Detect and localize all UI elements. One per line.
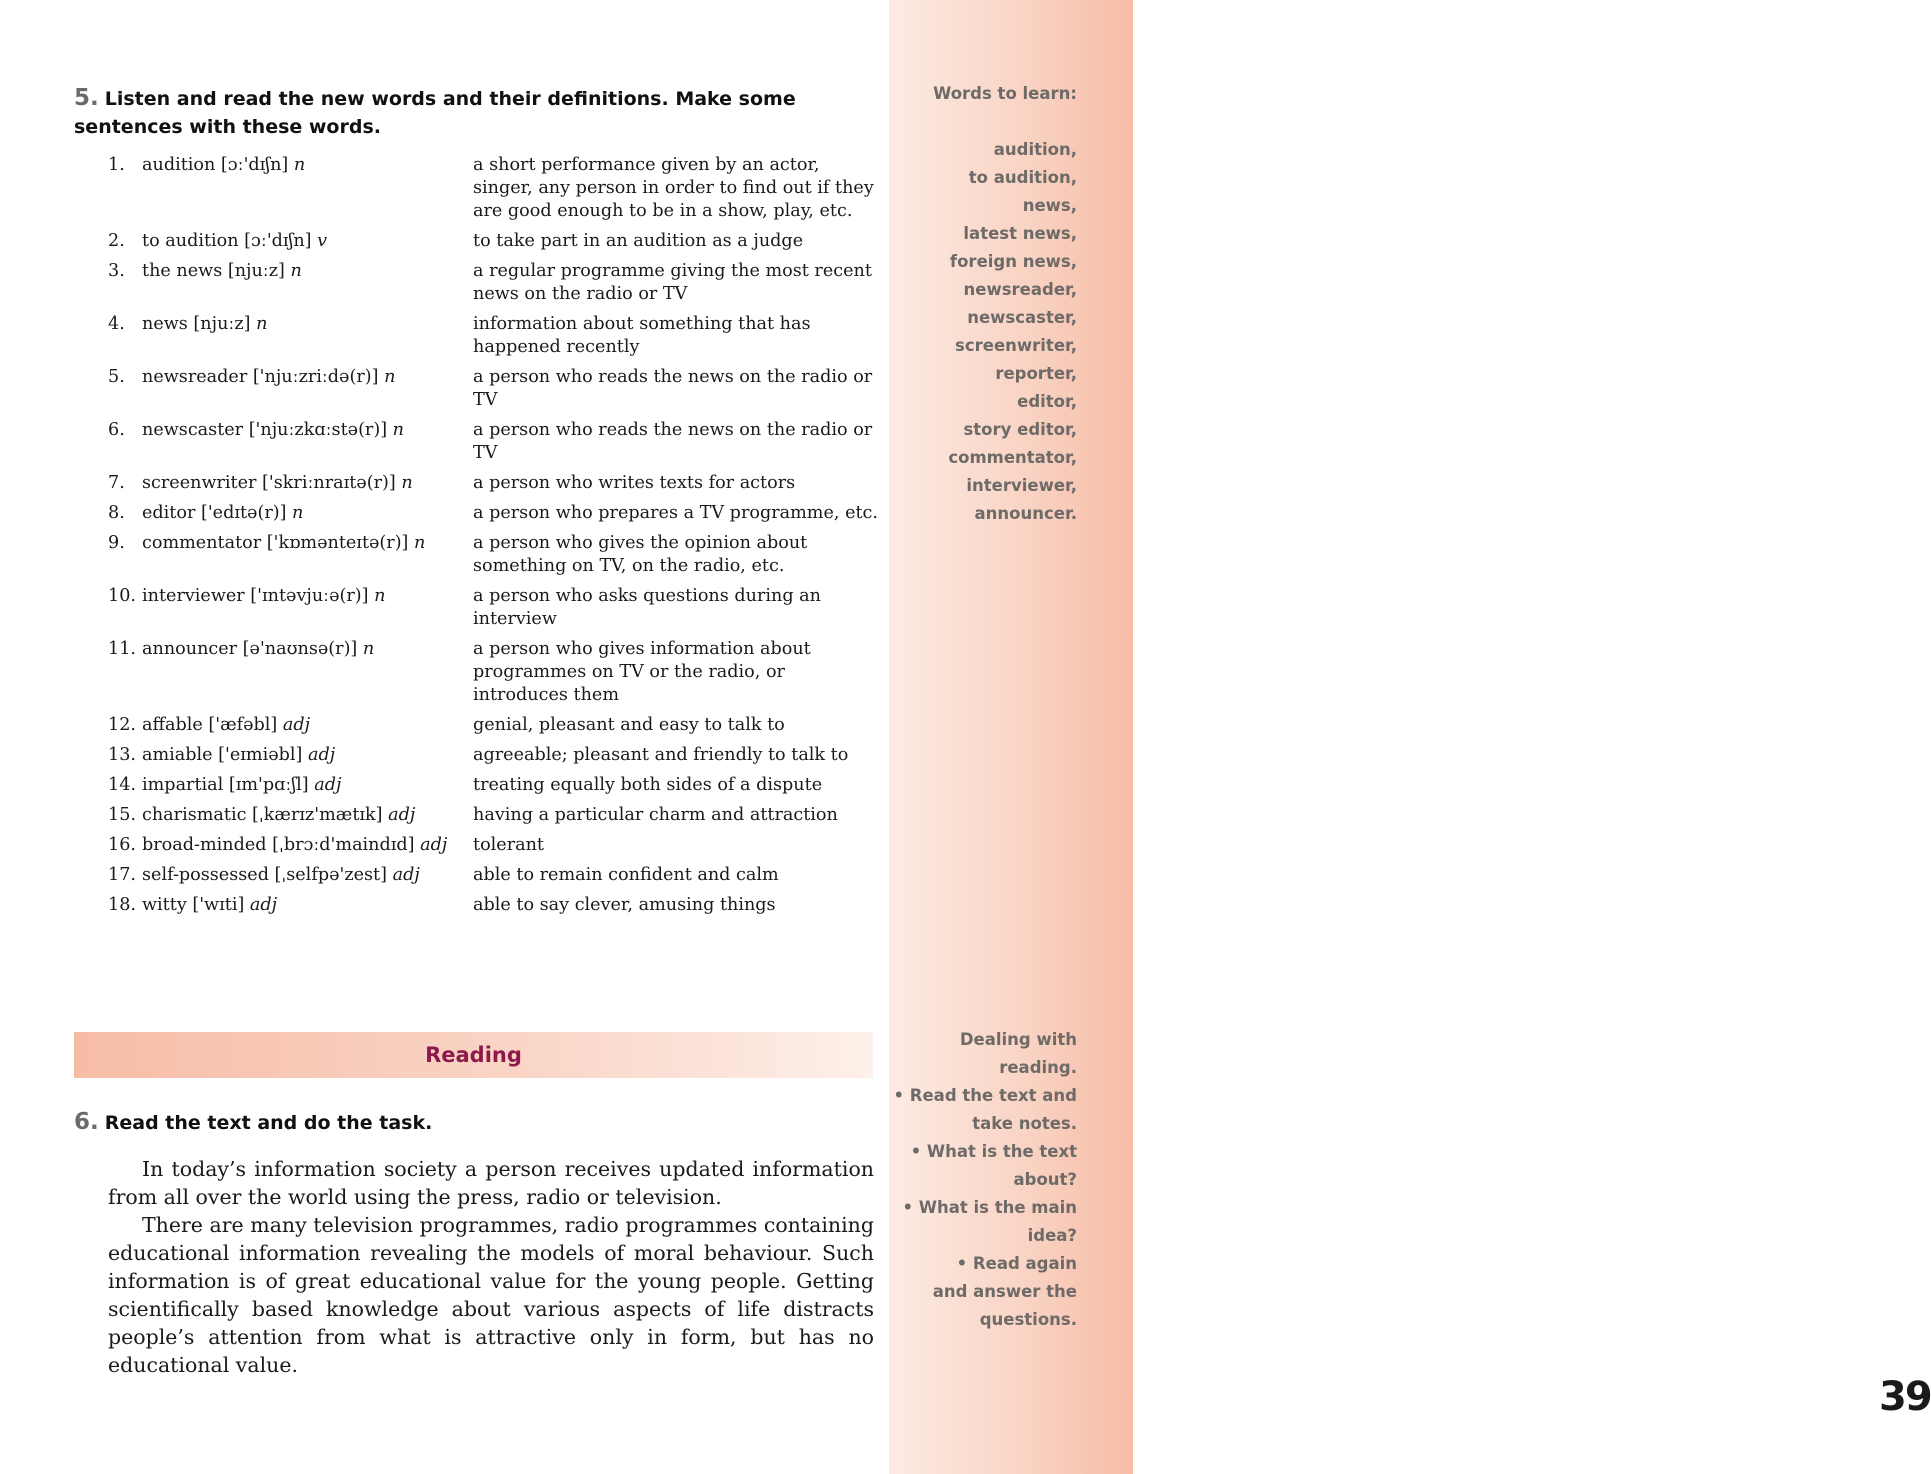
vocab-term-cell	[142, 154, 473, 230]
reading-banner: Reading	[74, 1032, 873, 1078]
task-5-instruction	[74, 84, 874, 141]
vocab-term-cell	[142, 472, 473, 502]
vocab-term: announcer [ə'naʊnsə(r)]	[142, 639, 358, 659]
sidebar-reading-line: take notes.	[972, 1114, 1077, 1133]
vocab-definition: a person who gives information about programmes on TV or the radio, or introduces them	[473, 639, 811, 705]
vocab-term: audition [ɔː'dɪʃn]	[142, 155, 289, 175]
sidebar-word: interviewer,	[966, 476, 1077, 495]
vocab-term: witty ['wɪti]	[142, 895, 245, 915]
vocab-row	[108, 744, 878, 774]
vocab-term-cell	[142, 774, 473, 804]
sidebar-reading-line: reading.	[999, 1058, 1077, 1077]
vocab-term: the news [njuːz]	[142, 261, 285, 281]
vocab-definition: tolerant	[473, 835, 545, 855]
task-text: Listen and read the new words and their definitions. Make some sentences with these words.	[74, 88, 796, 138]
vocab-definition: a regular programme giving the most recent news on the radio or TV	[473, 261, 872, 304]
vocab-number: 8.	[108, 503, 125, 523]
vocab-term: editor ['edɪtə(r)]	[142, 503, 287, 523]
part-of-speech: n	[414, 533, 426, 553]
part-of-speech: n	[374, 586, 386, 606]
vocab-row	[108, 260, 878, 313]
vocab-definition: able to say clever, amusing things	[473, 895, 776, 915]
words-to-learn-list	[933, 136, 1077, 528]
vocab-term: newsreader ['njuːzriːdə(r)]	[142, 367, 379, 387]
vocab-number: 16.	[108, 835, 136, 855]
vocab-term: news [njuːz]	[142, 314, 251, 334]
dealing-with-reading-note	[894, 1026, 1078, 1334]
part-of-speech: n	[290, 261, 302, 281]
vocab-term: interviewer ['ɪntəvjuːə(r)]	[142, 586, 369, 606]
vocab-row	[108, 585, 878, 638]
vocab-term: self-possessed [ˌselfpə'zest]	[142, 865, 387, 885]
vocab-number: 14.	[108, 775, 136, 795]
vocab-row	[108, 774, 878, 804]
part-of-speech: n	[256, 314, 268, 334]
paragraph: There are many television programmes, radio programmes containing educational information revealing the models of moral behaviour. Such information is of great educational value for the young people. Getting scientifically based knowledge about various aspects of life distracts people’s attention from what is attractive only in form, but has no educational value.	[108, 1213, 874, 1377]
vocab-term-cell	[142, 714, 473, 744]
vocab-number: 12.	[108, 715, 136, 735]
vocab-definition: a person who reads the news on the radio or TV	[473, 420, 873, 463]
vocab-definition: able to remain confident and calm	[473, 865, 779, 885]
vocab-definition: a person who gives the opinion about something on TV, on the radio, etc.	[473, 533, 808, 576]
part-of-speech: adj	[388, 805, 416, 825]
words-to-learn-note	[933, 80, 1077, 528]
vocab-number: 18.	[108, 895, 136, 915]
vocab-row	[108, 714, 878, 744]
vocab-term-cell	[142, 894, 473, 924]
part-of-speech: adj	[314, 775, 342, 795]
vocab-number: 9.	[108, 533, 125, 553]
vocab-number: 11.	[108, 639, 136, 659]
vocab-row	[108, 804, 878, 834]
reading-text	[108, 1155, 874, 1379]
vocab-term: screenwriter ['skriːnraɪtə(r)]	[142, 473, 396, 493]
part-of-speech: adj	[282, 715, 311, 735]
vocab-definition: agreeable; pleasant and friendly to talk to	[473, 745, 849, 765]
vocab-definition: treating equally both sides of a dispute	[473, 775, 823, 795]
vocab-definition: to take part in an audition as a judge	[473, 231, 804, 251]
sidebar-word: story editor,	[963, 420, 1077, 439]
vocab-definition: genial, pleasant and easy to talk to	[473, 715, 785, 735]
part-of-speech: adj	[249, 895, 278, 915]
sidebar-word: reporter,	[995, 364, 1077, 383]
sidebar-word: editor,	[1017, 392, 1077, 411]
vocab-row	[108, 366, 878, 419]
vocab-number: 2.	[108, 231, 125, 251]
vocab-row	[108, 502, 878, 532]
part-of-speech: n	[292, 503, 304, 523]
vocab-term-cell	[142, 502, 473, 532]
vocab-number: 6.	[108, 420, 125, 440]
vocab-number: 5.	[108, 367, 125, 387]
vocab-term-cell	[142, 419, 473, 472]
vocab-number: 7.	[108, 473, 125, 493]
sidebar-word: audition,	[993, 140, 1077, 159]
vocab-term-cell	[142, 366, 473, 419]
sidebar-reading-line: • What is the text	[910, 1142, 1077, 1161]
vocab-term-cell	[142, 532, 473, 585]
vocab-term-cell	[142, 834, 473, 864]
part-of-speech: n	[384, 367, 396, 387]
sidebar-word: latest news,	[963, 224, 1077, 243]
vocab-row	[108, 472, 878, 502]
paragraph: In today’s information society a person receives updated information from all over the world using the press, radio or television.	[108, 1157, 874, 1209]
vocab-term-cell	[142, 230, 473, 260]
sidebar-reading-line: • What is the main	[902, 1198, 1077, 1217]
part-of-speech: n	[293, 155, 306, 175]
vocab-term: to audition [ɔː'dɪʃn]	[142, 231, 312, 251]
part-of-speech: n	[362, 639, 375, 659]
vocab-row	[108, 864, 878, 894]
vocab-term: amiable ['eɪmiəbl]	[142, 745, 303, 765]
part-of-speech: adj	[308, 745, 336, 765]
vocab-row	[108, 894, 878, 924]
vocab-definition: a person who asks questions during an interview	[473, 586, 822, 629]
sidebar-word: commentator,	[948, 448, 1077, 467]
vocab-definition: a person who writes texts for actors	[473, 473, 796, 493]
vocab-row	[108, 834, 878, 864]
vocab-number: 15.	[108, 805, 136, 825]
vocab-term: charismatic [ˌkærɪz'mætɪk]	[142, 805, 383, 825]
part-of-speech: v	[317, 231, 328, 251]
vocab-term: newscaster ['njuːzkɑːstə(r)]	[142, 420, 388, 440]
sidebar-reading-line: questions.	[979, 1310, 1077, 1329]
vocab-row	[108, 313, 878, 366]
sidebar-reading-line: about?	[1013, 1170, 1077, 1189]
vocab-term-cell	[142, 744, 473, 774]
vocab-term-cell	[142, 804, 473, 834]
sidebar-word: foreign news,	[949, 252, 1077, 271]
part-of-speech: adj	[420, 835, 448, 855]
sidebar-word: newscaster,	[967, 308, 1077, 327]
vocabulary-table	[108, 154, 878, 924]
vocab-row	[108, 419, 878, 472]
task-number: 6.	[74, 1109, 99, 1135]
vocab-term-cell	[142, 864, 473, 894]
sidebar-word: screenwriter,	[955, 336, 1077, 355]
vocab-definition: a person who prepares a TV programme, etc.	[473, 503, 878, 523]
vocab-term-cell	[142, 585, 473, 638]
task-6-instruction	[74, 1108, 874, 1137]
part-of-speech: n	[401, 473, 413, 493]
sidebar-reading-line: • Read again	[956, 1254, 1077, 1273]
vocab-term: commentator ['kɒmənteɪtə(r)]	[142, 533, 409, 553]
vocab-term-cell	[142, 638, 473, 714]
sidebar-word: announcer.	[974, 504, 1077, 523]
vocab-number: 3.	[108, 261, 125, 281]
vocab-definition: having a particular charm and attraction	[473, 805, 838, 825]
vocab-number: 10.	[108, 586, 136, 606]
part-of-speech: n	[392, 420, 405, 440]
vocab-definition: information about something that has happened recently	[473, 314, 811, 357]
vocab-number: 13.	[108, 745, 136, 765]
vocab-number: 17.	[108, 865, 136, 885]
vocab-number: 1.	[108, 155, 125, 175]
vocab-row	[108, 638, 878, 714]
vocab-term: impartial [ɪm'pɑːʃl]	[142, 775, 309, 795]
sidebar-reading-line: and answer the	[932, 1282, 1077, 1301]
sidebar-reading-line: Dealing with	[959, 1030, 1077, 1049]
sidebar-reading-line: idea?	[1027, 1226, 1077, 1245]
vocab-definition: a person who reads the news on the radio or TV	[473, 367, 873, 410]
vocab-definition: a short performance given by an actor, singer, any person in order to find out if they are good enough to be in a show, play, etc.	[473, 155, 874, 221]
vocab-row	[108, 532, 878, 585]
vocab-term-cell	[142, 260, 473, 313]
sidebar-reading-line: • Read the text and	[893, 1086, 1077, 1105]
vocab-term: affable ['æfəbl]	[142, 715, 278, 735]
task-text: Read the text and do the task.	[104, 1112, 433, 1134]
part-of-speech: adj	[392, 865, 420, 885]
sidebar-word: newsreader,	[963, 280, 1077, 299]
sidebar	[889, 0, 1931, 1474]
vocab-number: 4.	[108, 314, 125, 334]
task-number: 5.	[74, 85, 99, 111]
vocab-term-cell	[142, 313, 473, 366]
sidebar-word: news,	[1022, 196, 1077, 215]
vocab-row	[108, 230, 878, 260]
words-to-learn-heading: Words to learn:	[933, 84, 1077, 103]
page-number: 39	[1879, 1374, 1931, 1420]
sidebar-word: to audition,	[968, 168, 1077, 187]
vocab-term: broad-minded [ˌbrɔːd'maindɪd]	[142, 835, 415, 855]
vocab-row	[108, 154, 878, 230]
